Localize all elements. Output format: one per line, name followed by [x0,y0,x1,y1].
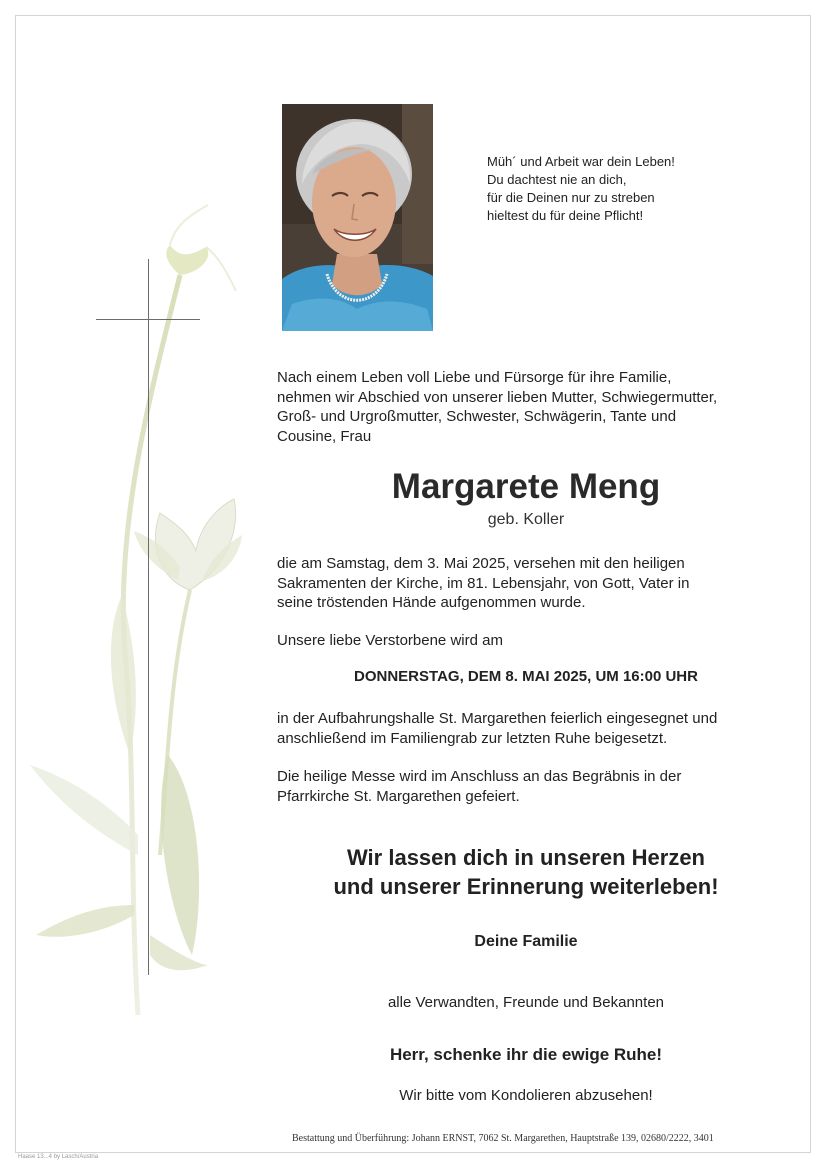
burial-line: in der Aufbahrungshalle St. Margarethen feierlich eingesegnet und [277,710,718,727]
death-notice-paragraph [277,554,689,613]
motto [276,843,776,901]
maiden-name: geb. Koller [487,511,565,528]
intro-line: nehmen wir Abschied von unserer lieben Mutter, Schwiegermutter, [277,388,718,406]
cross-vertical-line [148,259,149,975]
printer-mark: Haase 13...4 by Lasch/Austria [18,1154,99,1160]
portrait-photo [282,104,433,331]
verse-line: hieltest du für deine Pflicht! [487,208,644,223]
cross-horizontal-line [96,319,200,320]
intro-paragraph [277,368,717,446]
prayer: Herr, schenke ihr die ewige Ruhe! [389,1045,663,1064]
motto-line: und unserer Erinnerung weiterleben! [333,874,719,899]
verse-line: Müh´ und Arbeit war dein Leben! [487,154,675,169]
relatives-line: alle Verwandten, Freunde und Bekannten [387,994,665,1011]
intro-line: Nach einem Leben voll Liebe und Fürsorge für ihre Familie, [277,369,672,386]
intro-line: Groß- und Urgroßmutter, Schwester, Schwägerin, Tante und [277,408,677,425]
announcement-line: Unsere liebe Verstorbene wird am [277,632,503,649]
motto-line: Wir lassen dich in unseren Herzen [346,845,705,870]
mass-line: Pfarrkirche St. Margarethen gefeiert. [277,787,520,805]
funeral-date: DONNERSTAG, DEM 8. MAI 2025, UM 16:00 UHR [354,668,698,685]
intro-line: Cousine, Frau [277,427,372,445]
lily-flower-illustration [30,195,250,1055]
death-notice-line: seine tröstenden Hände aufgenommen wurde. [277,594,586,611]
verse-line: Du dachtest nie an dich, [487,172,627,187]
death-notice-line: die am Samstag, dem 3. Mai 2025, versehen mit den heiligen [277,555,685,572]
family-signature: Deine Familie [474,933,578,950]
verse-line: für die Deinen nur zu streben [487,190,655,205]
burial-paragraph [277,709,717,748]
mass-paragraph [277,767,681,806]
burial-line: anschließend im Familiengrab zur letzten Ruhe beigesetzt. [277,729,668,747]
condolence-note: Wir bitte vom Kondolieren abzusehen! [399,1087,653,1104]
mass-line: Die heilige Messe wird im Anschluss an das Begräbnis in der [277,768,682,785]
deceased-name: Margarete Meng [391,467,661,506]
announcement [277,631,503,651]
funeral-home-footer: Bestattung und Überführung: Johann ERNST, 7062 St. Margarethen, Hauptstraße 139, 02680/2222, 3401 [292,1133,714,1144]
death-notice-line: Sakramenten der Kirche, im 81. Lebensjahr, von Gott, Vater in [277,574,690,592]
verse [487,153,675,225]
